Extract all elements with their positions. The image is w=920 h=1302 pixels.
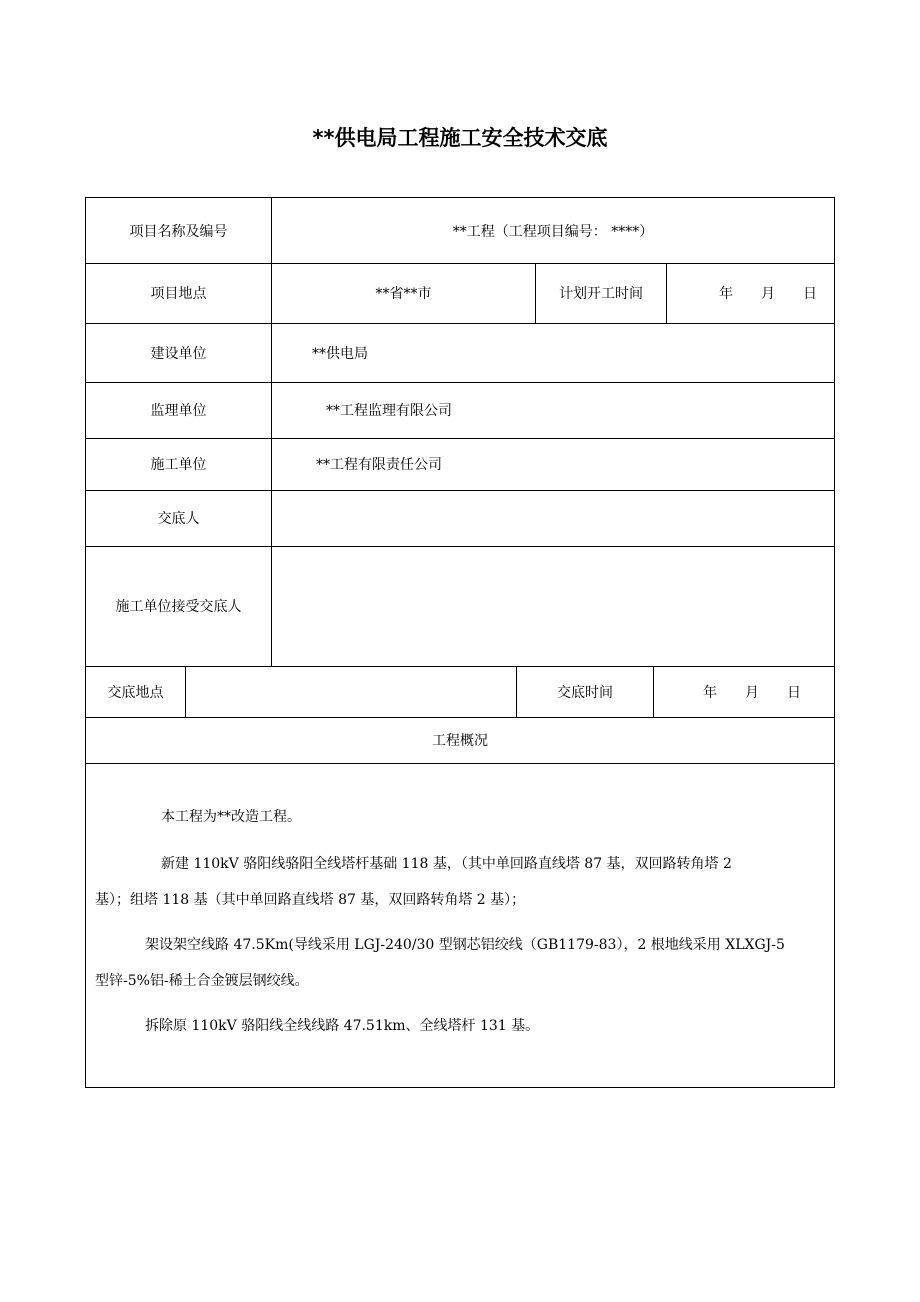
start-date-value (667, 263, 834, 323)
location-label: 项目地点 (150, 286, 207, 302)
brief-place-label: 交底地点 (107, 684, 164, 701)
document-title: **供电局工程施工安全技术交底 (312, 126, 608, 150)
overview-paragraph: 拆除原 110kV 骆阳线全线线路 47.51km、全线塔杆 131 基。 (145, 1018, 540, 1034)
overview-paragraph: 基）；组塔 118 基（其中单回路直线塔 87 基，双回路转角塔 2 基）； (95, 892, 526, 908)
project-name-value: **工程（工程项目编号： ****） (452, 223, 654, 240)
owner-label: 建设单位 (150, 345, 207, 362)
overview-heading: 工程概况 (432, 733, 488, 749)
receiver-label: 施工单位接受交底人 (115, 599, 242, 615)
contractor-label: 施工单位 (150, 457, 207, 473)
overview-paragraph: 型锌-5%铝-稀土合金镀层钢绞线。 (95, 973, 309, 989)
row-divider (86, 763, 834, 764)
project-name-label: 项目名称及编号 (129, 223, 228, 240)
date-day: 日 (787, 684, 801, 701)
briefing-form-table (85, 197, 835, 1088)
brief-time-label: 交底时间 (557, 684, 613, 701)
column-divider (185, 666, 186, 717)
overview-paragraph: 新建 110kV 骆阳线骆阳全线塔杆基础 118 基，（其中单回路直线塔 87 基，双回路转角塔 2 (161, 856, 732, 872)
contractor-value: **工程有限责任公司 (316, 457, 442, 473)
date-year: 年 (719, 286, 733, 302)
supervisor-value: **工程监理有限公司 (326, 403, 452, 419)
brief-date-value (654, 666, 834, 717)
start-time-label: 计划开工时间 (559, 286, 643, 302)
owner-value: **供电局 (312, 345, 368, 362)
date-month: 月 (745, 684, 759, 701)
briefer-label: 交底人 (157, 511, 200, 527)
overview-paragraph: 架设架空线路 47.5Km(导线采用 LGJ-240/30 型钢芯铝绞线（GB1179-83），2 根地线采用 XLXGJ-5 (145, 937, 785, 953)
date-day: 日 (803, 286, 817, 302)
overview-paragraph: 本工程为**改造工程。 (161, 809, 301, 825)
location-value: **省**市 (375, 286, 432, 302)
supervisor-label: 监理单位 (150, 403, 207, 419)
date-year: 年 (703, 684, 717, 701)
date-month: 月 (761, 286, 775, 302)
